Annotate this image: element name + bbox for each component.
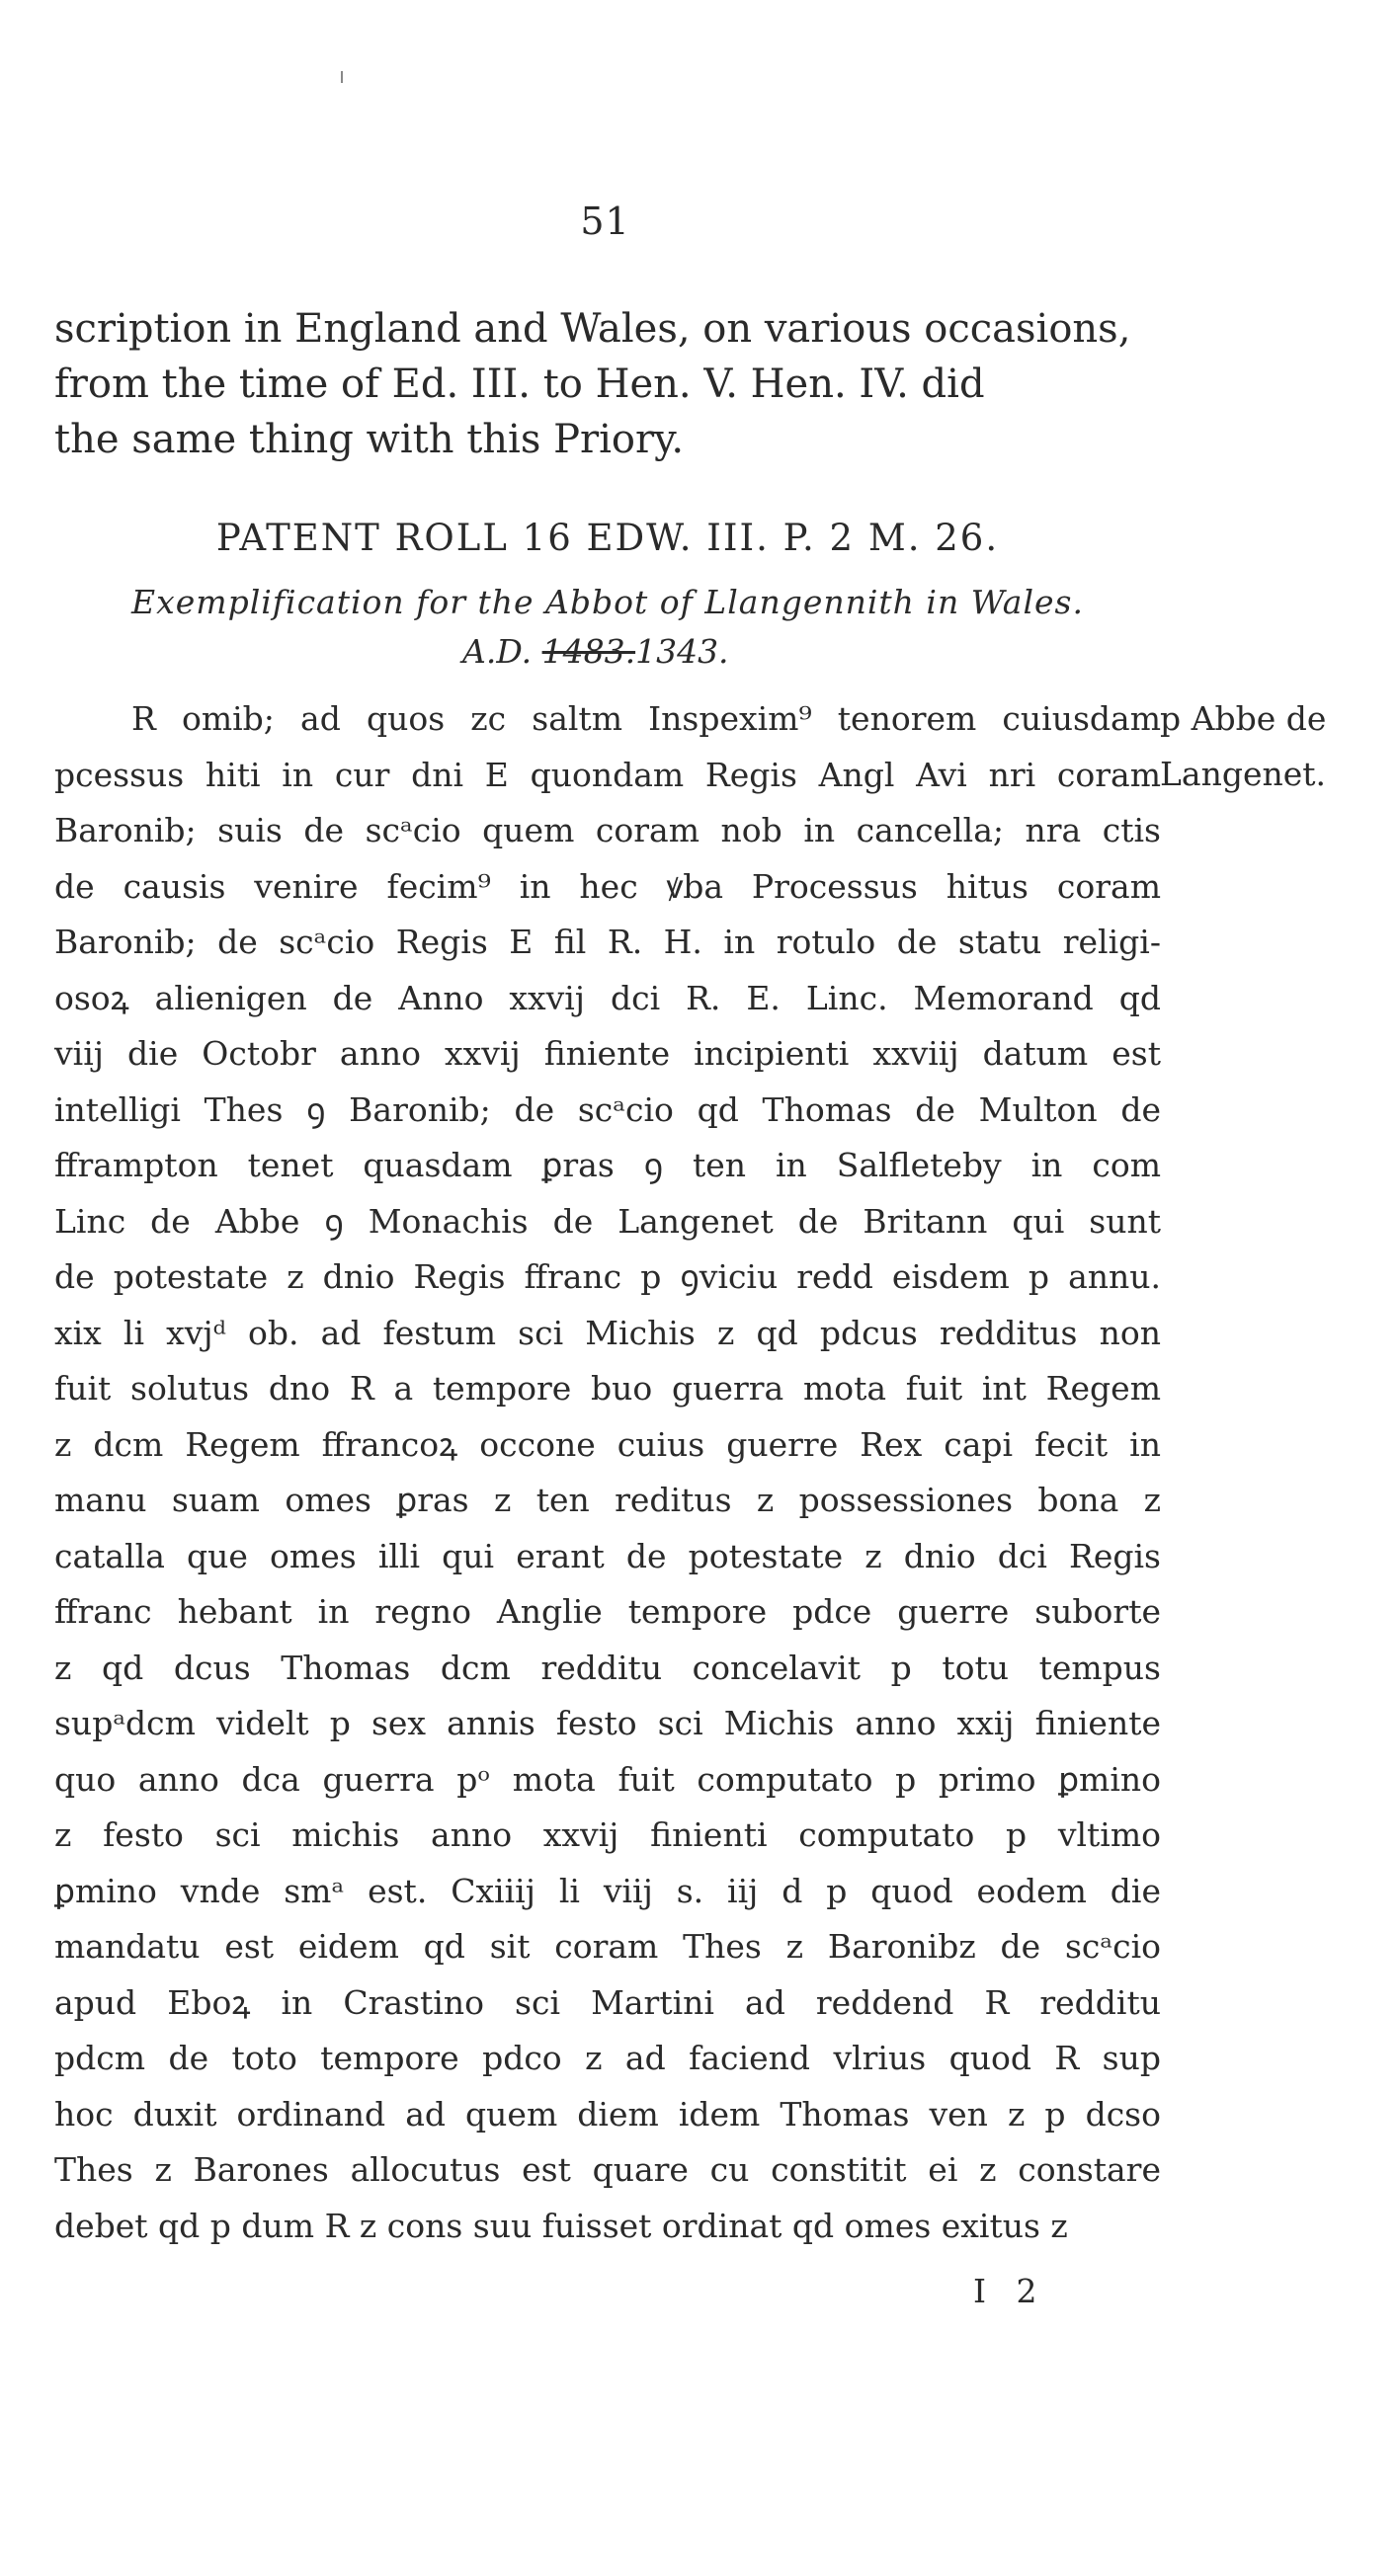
body-line: Linc de Abbe ꝯ Monachis de Langenet de Britann qui sunt <box>54 1201 1161 1241</box>
page-number: 51 <box>580 200 630 243</box>
margin-note-line: Langenet. <box>1160 755 1327 793</box>
body-line: osoꝝ alienigen de Anno xxvij dci R. E. Linc. Memorand qd <box>54 978 1161 1017</box>
section-subheading: Exemplification for the Abbot of Llangennith in Wales. <box>131 583 1084 621</box>
intro-paragraph <box>54 301 1161 467</box>
body-line: supᵃdcm videlt p sex annis festo sci Michis anno xxij finiente <box>54 1704 1161 1742</box>
body-line: R omib; ad quos zc saltm Inspexim⁹ tenorem cuiusdam <box>131 699 1161 738</box>
intro-line: the same thing with this Priory. <box>54 417 685 462</box>
body-line: intelligi Thes ꝯ Baronib; de scᵃcio qd Thomas de Multon de <box>54 1089 1161 1129</box>
margin-note-line: p Abbe de <box>1160 699 1327 738</box>
body-line: fuit solutus dno R a tempore buo guerra mota fuit int Regem <box>54 1369 1161 1408</box>
signature-mark: I 2 <box>973 2272 1047 2310</box>
body-line: ffranc hebant in regno Anglie tempore pdce guerre suborte <box>54 1592 1161 1631</box>
date-struck-value: 1483. <box>541 632 636 671</box>
body-line: catalla que omes illi qui erant de potestate z dnio dci Regis <box>54 1536 1161 1575</box>
body-line: z qd dcus Thomas dcm redditu concelavit p totu tempus <box>54 1648 1161 1687</box>
body-line: pdcm de toto tempore pdco z ad faciend vlrius quod R sup <box>54 2039 1161 2077</box>
body-line: ꝑmino vnde smᵃ est. Cxiiij li viij s. iij d p quod eodem die <box>54 1871 1161 1910</box>
date-prefix: A.D. <box>462 632 533 671</box>
body-line: hoc duxit ordinand ad quem diem idem Thomas ven z p dcso <box>54 2094 1161 2133</box>
intro-line: scription in England and Wales, on various occasions, <box>54 306 1131 352</box>
body-line: viij die Octobr anno xxvij finiente incipienti xxviij datum est <box>54 1034 1161 1073</box>
date-line <box>462 632 729 671</box>
body-line: Thes z Barones allocutus est quare cu constitit ei z constare <box>54 2150 1161 2189</box>
section-heading: PATENT ROLL 16 EDW. III. P. 2 M. 26. <box>215 517 1000 559</box>
body-line: apud Eboꝝ in Crastino sci Martini ad reddend R redditu <box>54 1982 1161 2022</box>
intro-line: from the time of Ed. III. to Hen. V. Hen. IV. did <box>54 362 985 407</box>
body-line: de causis venire fecim⁹ in hec ꝟba Processus hitus coram <box>54 866 1161 906</box>
body-line: manu suam omes ꝑras z ten reditus z possessiones bona z <box>54 1481 1161 1519</box>
body-line: Baronib; de scᵃcio Regis E fil R. H. in rotulo de statu religi- <box>54 923 1161 961</box>
body-line: pcessus hiti in cur dni E quondam Regis Angl Avi nri coram <box>54 755 1161 794</box>
stray-ink-mark <box>341 71 343 83</box>
body-line: Baronib; suis de scᵃcio quem coram nob in cancella; nra ctis <box>54 811 1161 849</box>
body-line: debet qd p dum R z cons suu fuisset ordinat qd omes exitus z <box>54 2206 1068 2245</box>
body-line: xix li xvjᵈ ob. ad festum sci Michis z qd pdcus redditus non <box>54 1313 1161 1352</box>
margin-note <box>1160 691 1326 802</box>
document-body <box>54 691 1161 2254</box>
date-value: 1343. <box>635 632 729 671</box>
body-line: z dcm Regem ffrancoꝝ occone cuius guerre Rex capi fecit in <box>54 1424 1161 1464</box>
body-line: mandatu est eidem qd sit coram Thes z Baronibz de scᵃcio <box>54 1927 1161 1966</box>
body-line: de potestate z dnio Regis ffranc p ꝯviciu redd eisdem p annu. <box>54 1257 1161 1296</box>
body-line: fframpton tenet quasdam ꝑras ꝯ ten in Salfleteby in com <box>54 1146 1161 1184</box>
body-line: z festo sci michis anno xxvij finienti computato p vltimo <box>54 1815 1161 1854</box>
body-line: quo anno dca guerra pᵒ mota fuit computato p primo ꝑmino <box>54 1759 1161 1799</box>
